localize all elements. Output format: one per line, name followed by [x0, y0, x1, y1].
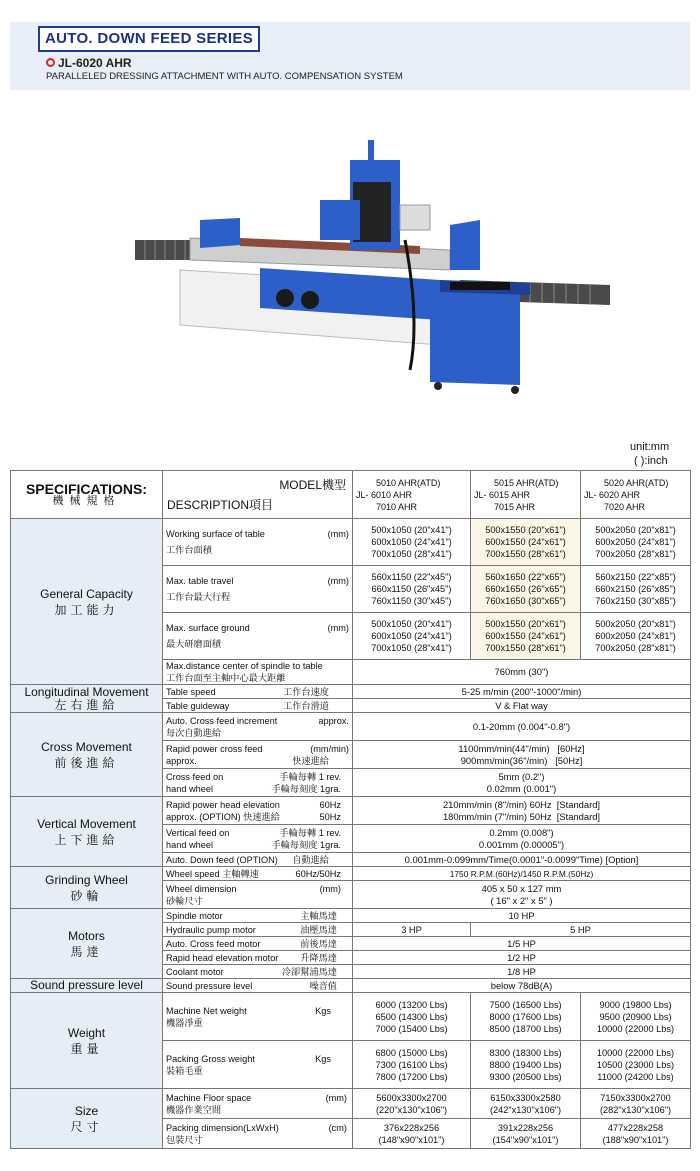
row-table-guideway: Table guideway 工作台滑道 [163, 699, 353, 713]
description-label: DESCRIPTION項目 [167, 497, 274, 512]
row-vertical-handwheel: Vertical feed on 手輪每轉 1 rev. hand wheel 手輪每刻度 1gra. [163, 825, 353, 853]
category-motors: Motors 馬達 [11, 909, 163, 979]
unit-inch: ( ):inch [634, 455, 668, 467]
row-packing-dimension: Packing dimension(LxWxH) (cm) 包裝尺寸 [163, 1119, 353, 1149]
row-auto-down-feed: Auto. Down feed (OPTION) 自動進給 [163, 853, 353, 867]
cell: 5 HP [471, 923, 691, 937]
cell: 10000 (22000 Lbs) 10500 (23000 Lbs) 11000 (24200 Lbs) [581, 1041, 691, 1089]
cell: 3 HP [353, 923, 471, 937]
cell: 5-25 m/min (200"-1000"/min) [353, 685, 691, 699]
model-column-2: 5015 AHR(ATD) JL- 6015 AHR 7015 AHR [471, 471, 581, 519]
row-cross-feed-motor: Auto. Cross feed motor 前後馬達 [163, 937, 353, 951]
cell: 376x228x256 (148"x90"x101") [353, 1119, 471, 1149]
cell: 6150x3300x2580 (242"x130"x106") [471, 1089, 581, 1119]
row-table-speed: Table speed 工作台速度 [163, 685, 353, 699]
cell: 500x1050 (20"x41") 600x1050 (24"x41") 700x1050 (28"x41") [353, 519, 471, 566]
bullet-ring-icon [46, 58, 55, 67]
cell: 1/5 HP [353, 937, 691, 951]
model-column-3: 5020 AHR(ATD) JL- 6020 AHR 7020 AHR [581, 471, 691, 519]
model-name: JL-6020 AHR [58, 56, 132, 70]
row-rapid-head-elevation: Rapid power head elevation 60Hz approx. (OPTION) 快速進給 50Hz [163, 797, 353, 825]
series-title: AUTO. DOWN FEED SERIES [38, 26, 260, 52]
cell: 405 x 50 x 127 mm ( 16" x 2" x 5" ) [353, 881, 691, 909]
category-general-capacity: General Capacity 加工能力 [11, 519, 163, 685]
cell: 560x1150 (22"x45") 660x1150 (26"x45") 760x1150 (30"x45") [353, 566, 471, 613]
cell: 1750 R.P.M.(60Hz)/1450 R.P.M.(50Hz) [353, 867, 691, 881]
category-sound-pressure: Sound pressure level [11, 979, 163, 993]
cell: 500x2050 (20"x81") 600x2050 (24"x81") 700x2050 (28"x81") [581, 613, 691, 660]
cell: 10 HP [353, 909, 691, 923]
subtitle: PARALLELED DRESSING ATTACHMENT WITH AUTO. COMPENSATION SYSTEM [46, 71, 403, 82]
row-gross-weight: Packing Gross weight Kgs 裝箱毛重 [163, 1041, 353, 1089]
cell: 1100mm/min(44"/min) [60Hz] 900mm/min(36"/min) [50Hz] [353, 741, 691, 769]
row-sound-pressure: Sound pressure level 噪音值 [163, 979, 353, 993]
cell: 500x1550 (20"x61") 600x1550 (24"x61") 700x1550 (28"x61") [471, 519, 581, 566]
row-head-elevation-motor: Rapid head elevation motor 升降馬達 [163, 951, 353, 965]
category-cross-movement: Cross Movement 前後進給 [11, 713, 163, 797]
cell: 6800 (15000 Lbs) 7300 (16100 Lbs) 7800 (17200 Lbs) [353, 1041, 471, 1089]
row-max-distance: Max.distance center of spindle to table 工作台面至主軸中心最大距離 [163, 660, 353, 685]
row-wheel-speed: Wheel speed 主軸轉速 60Hz/50Hz [163, 867, 353, 881]
row-working-surface: Working surface of table (mm) 工作台面積 [163, 519, 353, 566]
row-rapid-cross-feed: Rapid power cross feed (mm/min) approx. 快速進給 [163, 741, 353, 769]
model-description-header [163, 471, 353, 519]
cell: 560x2150 (22"x85") 660x2150 (26"x85") 760x2150 (30"x85") [581, 566, 691, 613]
cell: 500x1050 (20"x41") 600x1050 (24"x41") 700x1050 (28"x41") [353, 613, 471, 660]
row-spindle-motor: Spindle motor 主軸馬達 [163, 909, 353, 923]
cell: 0.2mm (0.008") 0.001mm (0.00005") [353, 825, 691, 853]
cell: 500x2050 (20"x81") 600x2050 (24"x81") 700x2050 (28"x81") [581, 519, 691, 566]
cell: V & Flat way [353, 699, 691, 713]
cell: 500x1550 (20"x61") 600x1550 (24"x61") 700x1550 (28"x61") [471, 613, 581, 660]
cell: 1/2 HP [353, 951, 691, 965]
category-vertical-movement: Vertical Movement 上下進給 [11, 797, 163, 867]
spec-heading [11, 471, 163, 519]
cell: 560x1650 (22"x65") 660x1650 (26"x65") 760x1650 (30"x65") [471, 566, 581, 613]
category-size: Size 尺寸 [11, 1089, 163, 1149]
row-floor-space: Machine Floor space (mm) 機器作業空間 [163, 1089, 353, 1119]
category-longitudinal-movement: Longitudinal Movement 左右進給 [11, 685, 163, 713]
specifications-table [10, 470, 691, 1149]
cell: 210mm/min (8"/min) 60Hz [Standard] 180mm/min (7"/min) 50Hz [Standard] [353, 797, 691, 825]
cell: 1/8 HP [353, 965, 691, 979]
cell: 0.001mm-0.099mm/Time(0.0001"-0.0099"Time) [Option] [353, 853, 691, 867]
cell: 0.1-20mm (0.004"-0.8") [353, 713, 691, 741]
spec-heading-en: SPECIFICATIONS: [25, 480, 148, 497]
row-cross-handwheel: Cross feed on 手輪每轉 1 rev. hand wheel 手輪每刻度 1gra. [163, 769, 353, 797]
row-hydraulic-motor: Hydraulic pump motor 油壓馬達 [163, 923, 353, 937]
spec-heading-zh: 機械規格 [52, 494, 121, 507]
cell: 6000 (13200 Lbs) 6500 (14300 Lbs) 7000 (15400 Lbs) [353, 993, 471, 1041]
row-wheel-dimension: Wheel dimension (mm) 砂輪尺寸 [163, 881, 353, 909]
category-grinding-wheel: Grinding Wheel 砂輪 [11, 867, 163, 909]
model-column-1: 5010 AHR(ATD) JL- 6010 AHR 7010 AHR [353, 471, 471, 519]
cell: 7150x3300x2700 (282"x130"x106") [581, 1089, 691, 1119]
cell: 7500 (16500 Lbs) 8000 (17600 Lbs) 8500 (18700 Lbs) [471, 993, 581, 1041]
row-surface-ground: Max. surface ground (mm) 最大研磨面積 [163, 613, 353, 660]
cell: 5600x3300x2700 (220"x130"x106") [353, 1089, 471, 1119]
cell: 5mm (0.2") 0.02mm (0.001") [353, 769, 691, 797]
row-auto-cross-feed: Auto. Cross feed increment approx. 每次自動進給 [163, 713, 353, 741]
cell: 9000 (19800 Lbs) 9500 (20900 Lbs) 10000 (22000 Lbs) [581, 993, 691, 1041]
model-title [46, 56, 132, 70]
unit-mm: unit:mm [630, 441, 670, 453]
cell: 391x228x256 (154"x90"x101") [471, 1119, 581, 1149]
row-table-travel: Max. table travel (mm) 工作台最大行程 [163, 566, 353, 613]
category-weight: Weight 重量 [11, 993, 163, 1089]
cell: 477x228x258 (188"x90"x101") [581, 1119, 691, 1149]
model-label: MODEL機型 [279, 477, 346, 492]
cell: below 78dB(A) [353, 979, 691, 993]
cell: 760mm (30") [353, 660, 691, 685]
cell: 8300 (18300 Lbs) 8800 (19400 Lbs) 9300 (20500 Lbs) [471, 1041, 581, 1089]
grinding-machine-illustration [120, 120, 620, 420]
row-coolant-motor: Coolant motor 冷卻幫浦馬達 [163, 965, 353, 979]
row-net-weight: Machine Net weight Kgs 機器淨重 [163, 993, 353, 1041]
